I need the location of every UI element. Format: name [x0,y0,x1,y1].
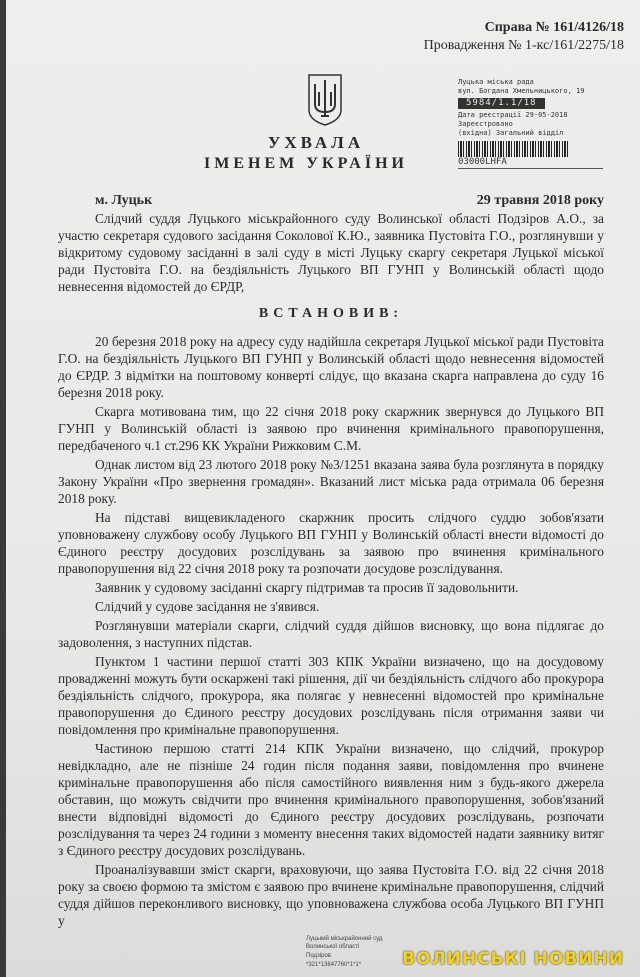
signature-label: Подзіров [306,953,331,959]
place-date-row [58,192,604,210]
registration-stamp [458,78,628,169]
place: м. Луцьк [95,193,153,208]
stamp-barcode-code: 03000LHFA [458,157,603,169]
footer-stamp-block [306,935,402,969]
paragraph: Скарга мотивована тим, що 22 січня 2018 року скаржник звернувся до Луцького ВП ГУНП у Волинській області із заявою про вчинення кримінального правопорушення, передбаченого ч.1 ст.296 КК України Рижковим С.М. [58,404,604,453]
paragraph: Однак листом від 23 лютого 2018 року №3/1251 вказана заява була розглянута в порядку Закону України «Про звернення громадян». Вказаний лист міська рада отримала 06 березня 2018 року. [58,457,604,506]
date: 29 травня 2018 року [476,193,604,208]
stamp-reg-date: Дата реєстрації 29-05-2018 [458,111,568,119]
document-footer [6,935,640,969]
court-stamp: Луцький міськрайонний суд Волинської області [306,936,383,950]
intro-paragraph: Слідчий суддя Луцького міськрайонного суду Волинської області Подзіров А.О., за участю секретаря судового засідання Соколової К.Ю., заявника Пустовіта Г.О., розглянувши у відкритому судовому засіданні в залі суду в місті Луцьку скаргу секретаря Луцької міської ради Пустовіта Г.О. на бездіяльність Луцького ВП ГУНП у Волинській області щодо невнесення відомостей до ЄРДР, [58,211,604,294]
paragraph: Проаналізувавши зміст скарги, враховуючи, що заява Пустовіта Г.О. від 22 січня 2018 року за своєю формою та змістом є заявою про вчинене кримінальне правопорушення, слідчий суддя дійшов переконливого висновку, що уповноважена службова особа Луцького ВП ГУНП у [58,862,604,928]
footer-code: *321*13847760*1*1* [306,962,362,968]
paragraph: Частиною першою статті 214 КПК України визначено, що слідчий, прокурор невідкладно, але не пізніше 24 годин після подання заяви, повідомлення про вчинене кримінальне правопорушення або після самостійного виявлення ним з будь-якого джерела обставин, що можуть свідчити про вчинення кримінального правопорушення, зобов'язаний внести відповідні відомості до Єдиного реєстру досудових розслідувань, розпочати розслідування та через 24 години з моменту внесення таких відомостей надати заявнику витяг з Єдиного реєстру досудових розслідувань. [58,741,604,858]
stamp-dept: (вхідна) Загальний відділ [458,129,564,137]
paragraph: 20 березня 2018 року на адресу суду надійшла секретаря Луцької міської ради Пустовіта Г.О. на бездіяльність Луцького ВП ГУНП у Волинській області щодо невнесення відомостей до ЄРДР. З відмітки на поштовому конверті слідує, що вказана скарга направлена до суду 16 березня 2018 року. [58,334,604,400]
document-title: УХВАЛА [267,133,365,152]
document-subtitle: ІМЕНЕМ УКРАЇНИ [204,155,408,172]
document-body [6,192,640,929]
stamp-reg-number: 5984/1.1/18 [458,98,545,109]
case-number: Справа № 161/4126/18 [484,20,624,35]
watermark-logo: ВОЛИНСЬКІ НОВИНИ [402,949,624,969]
barcode [458,141,568,157]
paragraph: Пунктом 1 частини першої статті 303 КПК України визначено, що на досудовому провадженні можуть бути оскаржені такі рішення, дії чи бездіяльність слідчого або прокурора бездіяльність слідчого, прокурора, яка полягає у невнесенні відомостей про кримінальне правопорушення до Єдиного реєстру досудових розслідувань після отримання заяви чи повідомлення про кримінальне правопорушення. [58,654,604,737]
paragraph: Розглянувши матеріали скарги, слідчий суддя дійшов висновку, що вона підлягає до задоволення, з наступних підстав. [58,618,604,650]
trident-emblem-icon [305,72,345,127]
paragraph: Слідчий у судове засідання не з'явився. [95,599,320,614]
paragraph: На підставі вищевикладеного скаржник просить слідчого суддю зобов'язати уповноважену службову особу Луцького ВП ГУНП у Волинській області внести відомості до Єдиного реєстру досудових розслідувань за заявою про вчинення кримінального правопорушення від 22 січня 2018 року та розпочати досудове розслідування. [58,510,604,576]
stamp-status: Зареєстровано [458,120,513,128]
stamp-org: Луцька міська рада [458,78,534,86]
proceeding-number: Провадження № 1-кс/161/2275/18 [423,38,624,53]
section-title: ВСТАНОВИВ: [258,306,404,321]
paragraph: Заявник у судовому засіданні скаргу підтримав та просив її задовольнити. [95,580,519,595]
document-header [6,0,640,192]
stamp-address: вул. Богдана Хмельницького, 19 [458,87,585,95]
document-page [6,0,640,977]
